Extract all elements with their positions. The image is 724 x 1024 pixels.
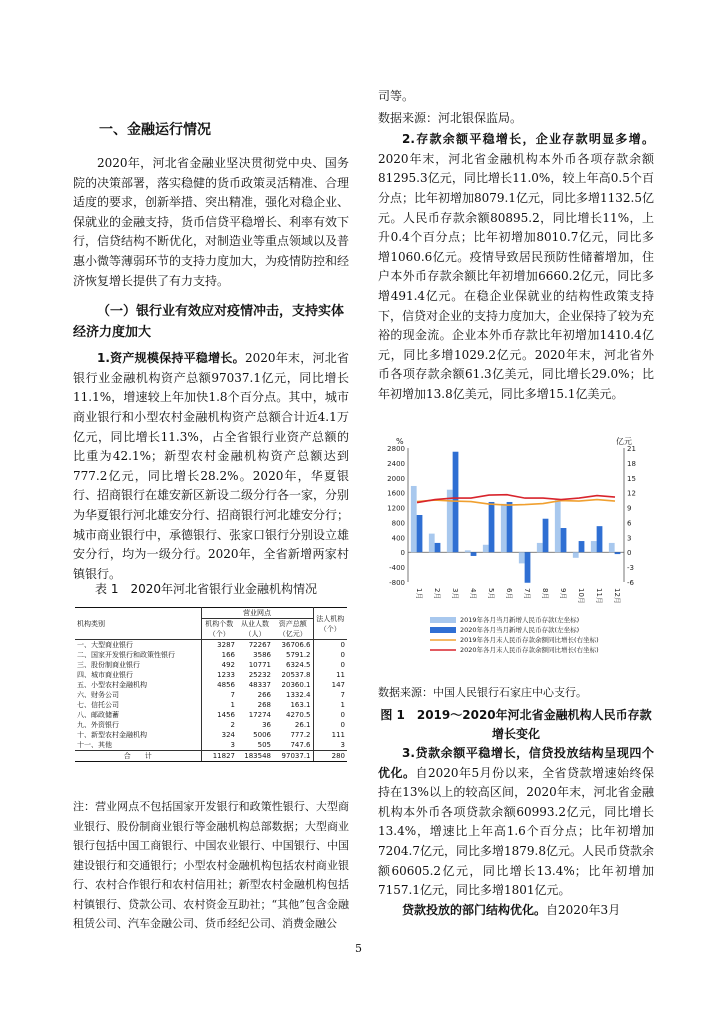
table-cell-value: 4270.5 <box>286 711 311 719</box>
col-header-legal: 法人机构（个） <box>313 608 347 640</box>
col-header-count: 机构个数（个） <box>201 619 237 640</box>
right-tick-label: 21 <box>627 445 636 453</box>
data-source-cbirc: 数据来源：河北银保监局。 <box>378 110 523 125</box>
table-total-value: 280 <box>313 751 347 762</box>
table-cell-value: 2 <box>201 720 237 730</box>
paragraph-body: 2020年末，河北省金融机构本外币各项存款余额81295.3亿元，同比增长11.0%，较上年高0.5个百分点；比年初增加8079.1亿元，同比多增1132.5亿元。人民币存款余额80895.2，同比增长11%，上升0.4个百分点；比年初增加8010.7亿元，同比多增1060.6亿元。疫情导致居民预防性储蓄增加，住户本外币存款余额比年初增加6660.2亿元，同比多增491.4亿元。在稳企业保就业的结构性政策支持下，信贷对企业的支持力度加大，企业保持了较为充裕的现金流。企业本外币存款比年初增加1410.4亿元，同比多增1029.2亿元。2020年末，河北省外币各项存款余额61.3亿美元，同比增长29.0%；比年初增加13.8亿美元，同比多增15.1亿美元。 <box>378 151 655 401</box>
table-cell-category: 九、外资银行 <box>77 721 119 729</box>
left-tick-label: 400 <box>391 534 405 543</box>
table-total-row <box>75 751 347 762</box>
right-tick-label: -6 <box>627 579 634 587</box>
table-cell-value: 3287 <box>201 640 237 651</box>
col-header-category: 机构类别 <box>75 608 201 640</box>
page-number: 5 <box>355 942 362 955</box>
table-cell-value: 7 <box>313 690 347 700</box>
bar-2020-11 <box>597 526 603 552</box>
right-tick-label: -3 <box>627 564 634 573</box>
right-tick-label: 6 <box>627 519 632 528</box>
table-body <box>75 640 347 762</box>
category-label: 12月 <box>613 588 621 604</box>
table-cell-value: 3 <box>201 740 237 751</box>
bar-2020-12 <box>615 552 621 554</box>
table-total-value: 97037.1 <box>273 751 313 762</box>
bar-2019-8 <box>537 543 543 552</box>
left-tick-label: 2800 <box>387 445 405 453</box>
table-row <box>75 710 347 720</box>
bar-2020-7 <box>525 552 531 583</box>
table-cell-value: 26.1 <box>294 721 311 729</box>
subsection-title: （一）银行业有效应对疫情冲击，支持实体经济力度加大 <box>73 304 345 341</box>
category-label: 11月 <box>595 588 603 604</box>
paragraph-loan-structure <box>378 901 654 921</box>
bar-2020-5 <box>489 502 495 552</box>
category-label: 3月 <box>451 588 459 600</box>
paragraph-asset-scale <box>73 349 349 584</box>
category-label: 1月 <box>415 588 423 600</box>
table-total-label: 合 计 <box>75 751 201 762</box>
table-cell-value: 0 <box>313 650 347 660</box>
table-cell-value: 111 <box>313 730 347 740</box>
right-tick-label: 0 <box>627 549 632 558</box>
table-total-value: 11827 <box>201 751 237 762</box>
category-label: 9月 <box>559 588 567 600</box>
table-cell-category: 三、股份制商业银行 <box>77 661 140 669</box>
right-tick-label: 3 <box>627 534 632 543</box>
institutions-table <box>75 607 347 762</box>
table-cell-value: 5006 <box>253 731 271 739</box>
table-cell-value: 1 <box>201 700 237 710</box>
paragraph-lead: 2.存款余额平稳增长，企业存款明显多增。 <box>402 132 654 147</box>
left-tick-label: 0 <box>400 549 405 558</box>
table-cell-value: 20537.8 <box>281 671 311 679</box>
table-cell-value: 0 <box>313 720 347 730</box>
paragraph-loans <box>378 744 654 901</box>
left-tick-label: 1600 <box>387 489 405 498</box>
right-tick-label: 18 <box>627 459 636 468</box>
bar-2019-2 <box>429 534 435 553</box>
table-cell-category: 四、城市商业银行 <box>77 671 133 679</box>
table-cell-value: 6324.5 <box>286 661 311 669</box>
deposit-growth-chart <box>378 432 654 677</box>
bar-2020-2 <box>435 543 441 552</box>
table-total-value: 183548 <box>237 751 273 762</box>
legend-label-1: 2020年各月当月新增人民币存款(左坐标) <box>460 626 580 634</box>
right-tick-label: 9 <box>627 504 632 513</box>
right-tick-label: 15 <box>627 474 636 483</box>
left-tick-label: 800 <box>391 519 405 528</box>
bar-2019-10 <box>573 552 579 558</box>
category-label: 10月 <box>577 588 585 604</box>
paragraph-body: 自2020年5月份以来，全省贷款增速始终保持在13%以上的较高区间，2020年末，河北省金融机构本外币各项贷款余额60993.2亿元，同比增长13.4%，增速比上年高1.6个百分点；比年初增加7204.7亿元，同比多增1879.8亿元。人民币贷款余额60605.2亿元，同比增长13.4%；比年初增加7157.1亿元，同比多增1801亿元。 <box>378 765 654 898</box>
table-cell-value: 324 <box>201 730 237 740</box>
bar-2019-11 <box>591 541 597 552</box>
bar-2019-1 <box>411 486 417 552</box>
table-cell-value: 147 <box>313 680 347 690</box>
table-row <box>75 700 347 710</box>
bar-2020-1 <box>417 515 423 552</box>
table-cell-value: 5791.2 <box>286 651 311 659</box>
col-header-staff: 从业人数（人） <box>237 619 273 640</box>
paragraph-body: 自2020年3月 <box>546 902 621 917</box>
bar-2019-5 <box>483 545 489 552</box>
bar-2020-10 <box>579 541 585 552</box>
table-cell-category: 七、信托公司 <box>77 701 119 709</box>
legend-label-2: 2019年各月末人民币存款余额同比增长(右坐标) <box>460 636 599 644</box>
paragraph-lead: 1.资产规模保持平稳增长。 <box>97 351 245 366</box>
table-cell-value: 1 <box>313 700 347 710</box>
table-cell-value: 36 <box>262 721 271 729</box>
paragraph-lead: 3.贷款余额平稳增长，信贷投放结构呈现四个优化。 <box>378 746 654 780</box>
table-cell-value: 268 <box>257 701 271 709</box>
continued-text: 司等。 <box>378 89 415 103</box>
table-cell-value: 492 <box>201 660 237 670</box>
table-cell-category: 二、国家开发银行和政策性银行 <box>77 651 175 659</box>
table-cell-value: 1233 <box>201 670 237 680</box>
left-tick-label: 2000 <box>387 474 405 483</box>
category-label: 4月 <box>469 588 477 600</box>
col-group-outlets: 营业网点 <box>201 608 313 619</box>
table-row <box>75 660 347 670</box>
table-cell-category: 六、财务公司 <box>77 691 119 699</box>
left-tick-label: -800 <box>389 579 405 587</box>
table-cell-value: 72267 <box>248 641 271 649</box>
table-row <box>75 650 347 660</box>
paragraph-deposits <box>378 130 654 404</box>
table-row <box>75 740 347 751</box>
left-tick-label: -400 <box>389 564 405 573</box>
category-label: 2月 <box>433 588 441 600</box>
table-cell-value: 1332.4 <box>286 691 311 699</box>
right-tick-label: 12 <box>627 489 636 498</box>
table-caption: 表 1 2020年河北省银行业金融机构情况 <box>95 582 317 596</box>
line-2019 <box>417 500 615 506</box>
chart-svg <box>378 432 654 677</box>
table-row <box>75 670 347 680</box>
table-cell-value: 0 <box>313 660 347 670</box>
table-cell-value: 163.1 <box>290 701 311 709</box>
table-row <box>75 680 347 690</box>
table-cell-value: 0 <box>313 640 347 651</box>
table-cell-category: 十、新型农村金融机构 <box>77 731 147 739</box>
table-cell-value: 747.6 <box>290 741 311 749</box>
paragraph-body: 2020年末，河北省银行业金融机构资产总额97037.1亿元，同比增长11.1%，增速较上年加快1.8个百分点。其中，城市商业银行和小型农村金融机构资产总额合计近4.1万亿元，同比增长11.3%，占全省银行业资产总额的比重为42.1%；新型农村金融机构资产总额达到777.2亿元，同比增长28.2%。2020年，华夏银行、招商银行在雄安新区新设二级分行各一家，分别为华夏银行河北雄安分行、招商银行河北雄安分行；城市商业银行中，承德银行、张家口银行分别设立雄安分行，均为一级分行。2020年，全省新增两家村镇银行。 <box>73 351 350 581</box>
bar-2019-9 <box>555 500 561 552</box>
legend-swatch-1 <box>430 627 456 633</box>
table-cell-value: 1456 <box>201 710 237 720</box>
table-cell-value: 36706.6 <box>281 641 311 649</box>
bar-2019-4 <box>465 550 471 552</box>
table-cell-value: 48337 <box>248 681 271 689</box>
bar-2019-7 <box>519 552 525 563</box>
figure-caption <box>378 706 654 744</box>
chart-source: 数据来源：中国人民银行石家庄中心支行。 <box>378 686 587 699</box>
left-tick-label: 2400 <box>387 459 405 468</box>
table-row <box>75 730 347 740</box>
table-cell-value: 0 <box>313 710 347 720</box>
table-cell-value: 7 <box>201 690 237 700</box>
table-cell-category: 八、邮政储蓄 <box>77 711 119 719</box>
right-column-lower-text <box>378 744 654 920</box>
bar-2019-12 <box>609 543 615 552</box>
intro-paragraph: 2020年，河北省金融业坚决贯彻党中央、国务院的决策部署，落实稳健的货币政策灵活精准、合理适度的要求，创新举措、突出精准，强化对稳企业、保就业的金融支持，货币信贷平稳增长、利率有效下行，信贷结构不断优化，对制造业等重点领域以及普惠小微等薄弱环节的支持力度加大，为疫情防控和经济恢复增长提供了有力支持。 <box>73 156 350 288</box>
category-label: 8月 <box>541 588 549 600</box>
legend-label-0: 2019年各月当月新增人民币存款(左坐标) <box>460 616 580 624</box>
table-row <box>75 640 347 651</box>
left-tick-label: 1200 <box>387 504 405 513</box>
right-unit-label: 亿元 <box>616 437 632 446</box>
left-column-text <box>73 154 349 584</box>
table-cell-category: 十一、其他 <box>77 741 112 749</box>
bar-2020-4 <box>471 552 477 556</box>
table-cell-value: 3586 <box>253 651 271 659</box>
table-cell-value: 25232 <box>248 671 271 679</box>
table-cell-value: 20360.1 <box>281 681 311 689</box>
legend-swatch-0 <box>430 617 456 623</box>
table-cell-value: 166 <box>201 650 237 660</box>
paragraph-lead: 贷款投放的部门结构优化。 <box>402 902 547 917</box>
section-title: 一、金融运行情况 <box>99 122 211 138</box>
left-unit-label: % <box>396 437 404 446</box>
table-cell-value: 505 <box>257 741 271 749</box>
table-cell-value: 10771 <box>248 661 271 669</box>
category-label: 5月 <box>487 588 495 600</box>
table-row <box>75 690 347 700</box>
table-cell-value: 266 <box>257 691 271 699</box>
bar-2019-6 <box>501 504 507 552</box>
bar-2020-9 <box>561 528 567 552</box>
table-cell-value: 3 <box>313 740 347 751</box>
bar-2020-6 <box>507 502 513 552</box>
col-header-assets: 资产总额（亿元） <box>273 619 313 640</box>
category-label: 7月 <box>523 588 531 600</box>
table-row <box>75 720 347 730</box>
figure-label: 图 1 <box>380 708 405 722</box>
table-cell-category: 一、大型商业银行 <box>77 641 133 649</box>
table-cell-category: 五、小型农村金融机构 <box>77 681 147 689</box>
bar-2020-8 <box>543 519 549 553</box>
category-label: 6月 <box>505 588 513 600</box>
table-cell-value: 11 <box>313 670 347 680</box>
table-note: 注：营业网点不包括国家开发银行和政策性银行、大型商业银行、股份制商业银行等金融机构总部数据；大型商业银行包括中国工商银行、中国农业银行、中国银行、中国建设银行和交通银行；小型农村金融机构包括农村商业银行、农村合作银行和农村信用社；新型农村金融机构包括村镇银行、贷款公司、农村资金互助社；“其他”包含金融租赁公司、汽车金融公司、货币经纪公司、消费金融公 <box>73 800 349 930</box>
table-cell-value: 17274 <box>248 711 271 719</box>
right-column-text <box>378 87 654 405</box>
table-cell-value: 4856 <box>201 680 237 690</box>
table-cell-value: 777.2 <box>290 731 311 739</box>
legend-label-3: 2020年各月末人民币存款余额同比增长(右坐标) <box>460 646 599 654</box>
figure-title: 2019～2020年河北省金融机构人民币存款增长变化 <box>416 708 652 741</box>
